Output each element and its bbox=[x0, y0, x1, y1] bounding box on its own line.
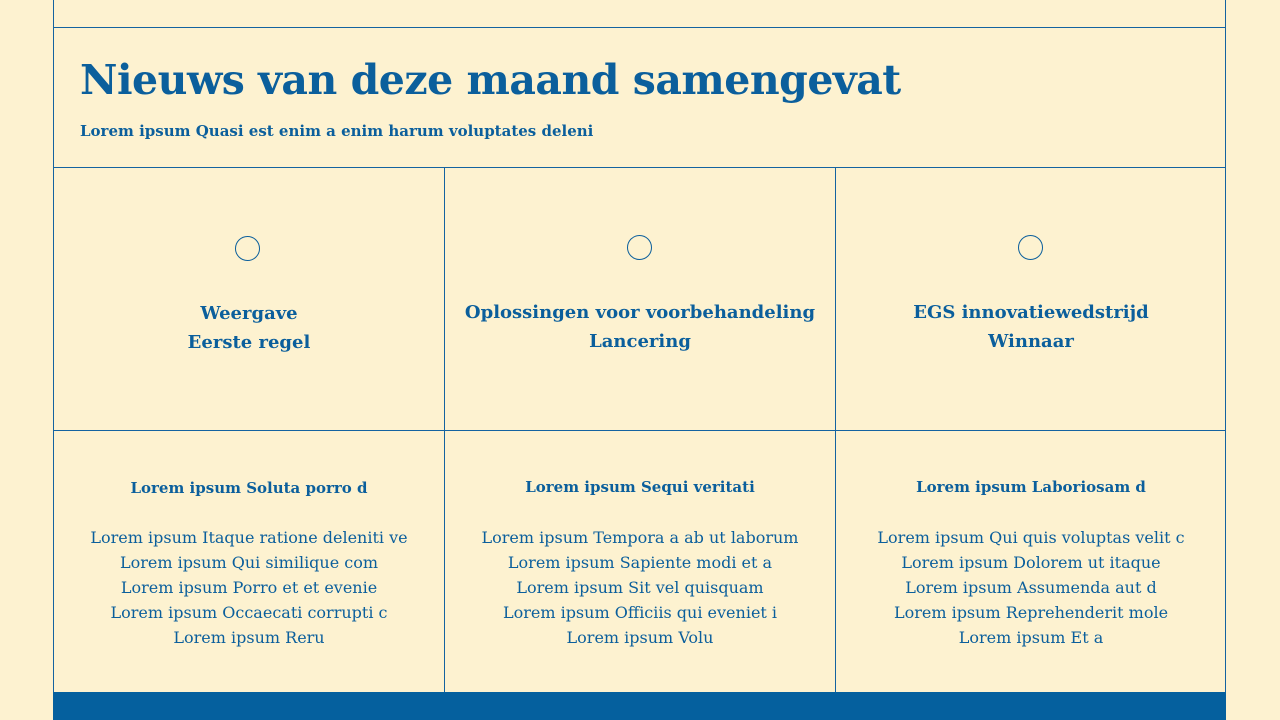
page-title: Nieuws van deze maand samengevat bbox=[80, 56, 901, 104]
highlight-cell-3 bbox=[836, 168, 1226, 430]
card-line: Lorem ipsum Volu bbox=[566, 628, 714, 647]
card-title: Lorem ipsum Laboriosam d bbox=[916, 478, 1146, 496]
card-line: Lorem ipsum Tempora a ab ut laborum bbox=[481, 528, 799, 547]
card-body bbox=[836, 525, 1226, 650]
card-line: Lorem ipsum Et a bbox=[958, 628, 1104, 647]
card-line: Lorem ipsum Reprehenderit mole bbox=[893, 603, 1169, 622]
highlight-heading-line2: Eerste regel bbox=[187, 332, 311, 353]
highlight-heading-2 bbox=[445, 298, 835, 356]
card-title: Lorem ipsum Soluta porro d bbox=[130, 479, 368, 497]
card-line: Lorem ipsum Itaque ratione deleniti ve bbox=[90, 528, 408, 547]
footer-bar bbox=[53, 692, 1226, 720]
card-line: Lorem ipsum Sapiente modi et a bbox=[507, 553, 773, 572]
highlight-heading-line2: Winnaar bbox=[988, 331, 1074, 352]
card-line: Lorem ipsum Qui quis voluptas velit c bbox=[877, 528, 1185, 547]
card-line: Lorem ipsum Assumenda aut d bbox=[905, 578, 1157, 597]
news-card-1 bbox=[54, 431, 444, 692]
card-line: Lorem ipsum Qui similique com bbox=[119, 553, 379, 572]
highlight-heading-line1: Weergave bbox=[200, 303, 298, 324]
highlight-heading-line1: EGS innovatiewedstrijd bbox=[913, 302, 1149, 323]
highlight-heading-line1: Oplossingen voor voorbehandeling bbox=[464, 302, 816, 323]
card-body bbox=[54, 525, 444, 650]
card-line: Lorem ipsum Occaecati corrupti c bbox=[110, 603, 388, 622]
circle-icon bbox=[627, 235, 652, 260]
news-card-2 bbox=[445, 431, 835, 692]
card-body bbox=[445, 525, 835, 650]
highlight-cell-1 bbox=[54, 168, 444, 430]
divider-top bbox=[53, 27, 1226, 28]
highlight-heading-3 bbox=[836, 298, 1226, 356]
card-line: Lorem ipsum Reru bbox=[173, 628, 325, 647]
card-line: Lorem ipsum Dolorem ut itaque bbox=[901, 553, 1161, 572]
card-line: Lorem ipsum Officiis qui eveniet i bbox=[502, 603, 778, 622]
circle-icon bbox=[1018, 235, 1043, 260]
card-line: Lorem ipsum Sit vel quisquam bbox=[516, 578, 764, 597]
highlight-cell-2 bbox=[445, 168, 835, 430]
circle-icon bbox=[235, 236, 260, 261]
page-subtitle: Lorem ipsum Quasi est enim a enim harum voluptates deleni bbox=[80, 122, 594, 140]
highlight-heading-1 bbox=[54, 299, 444, 357]
card-title: Lorem ipsum Sequi veritati bbox=[525, 478, 755, 496]
highlight-heading-line2: Lancering bbox=[589, 331, 691, 352]
card-line: Lorem ipsum Porro et et evenie bbox=[120, 578, 378, 597]
news-card-3 bbox=[836, 431, 1226, 692]
